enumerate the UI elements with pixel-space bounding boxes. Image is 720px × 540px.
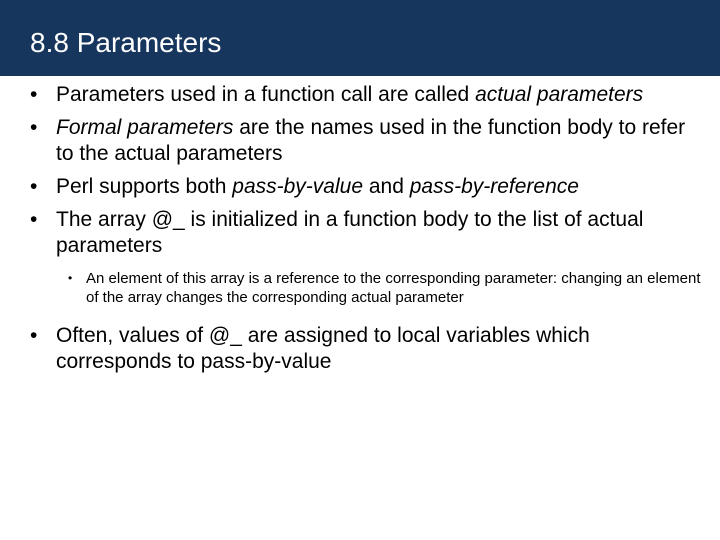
text-segment: Perl supports both: [56, 175, 233, 198]
italic-term: actual parameters: [475, 83, 644, 106]
bullet-item: [30, 174, 706, 200]
sub-bullet-item: [30, 269, 706, 307]
bullet-item: [30, 207, 706, 259]
bullet-item: [30, 115, 706, 167]
italic-term: Formal parameters: [56, 116, 234, 139]
italic-term: pass-by-reference: [409, 175, 579, 198]
text-segment: are the names used in the function body to refer to the actual parameters: [56, 116, 686, 165]
bullet-item: [30, 82, 706, 108]
bullet-icon: •: [30, 175, 38, 198]
text-segment: Parameters used in a function call are called: [56, 83, 476, 106]
bullet-icon: •: [30, 324, 38, 347]
bullet-item: [30, 323, 706, 375]
bullet-text: [56, 83, 643, 106]
sub-bullet-text: An element of this array is a reference to the corresponding parameter: changing an element of the array changes the corresponding actual parameter: [86, 270, 701, 306]
slide-title: 8.8 Parameters: [30, 27, 222, 58]
bullet-text: The array @_ is initialized in a function body to the list of actual parameters: [56, 208, 644, 257]
bullet-text: [56, 175, 579, 198]
sub-bullet-icon: •: [68, 271, 73, 285]
title-bar: [0, 0, 720, 76]
italic-term: pass-by-value: [232, 175, 363, 198]
bullet-icon: •: [30, 83, 38, 106]
bullet-text: Often, values of @_ are assigned to local variables which corresponds to pass-by-value: [56, 324, 590, 373]
bullet-text: [56, 116, 685, 165]
bullet-icon: •: [30, 208, 38, 231]
bullet-icon: •: [30, 116, 38, 139]
text-segment: and: [363, 175, 410, 198]
bullet-list: [30, 82, 706, 382]
